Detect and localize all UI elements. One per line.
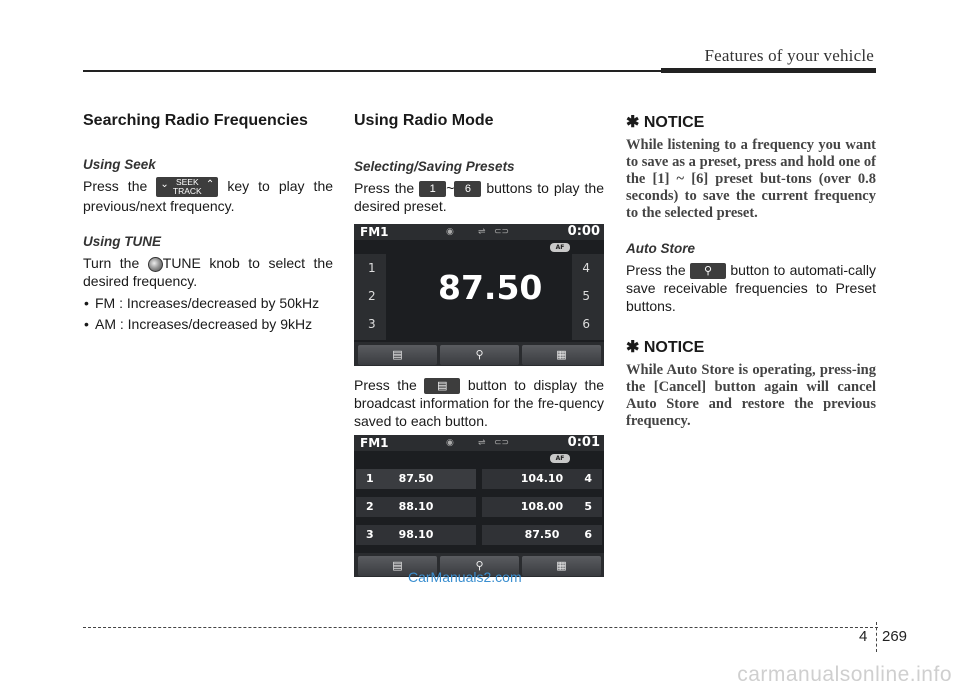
preset-button-6[interactable]: 6 — [582, 317, 590, 331]
radio-status-icon: ◉ — [446, 438, 454, 448]
auto-store-button[interactable]: ⚲ — [440, 556, 519, 576]
subheading-presets: Selecting/Saving Presets — [354, 159, 515, 174]
preset-6-key-icon: 6 — [454, 181, 481, 197]
current-frequency: 87.50 — [438, 268, 543, 307]
seek-paragraph: Press the ⌄ SEEK TRACK ⌃ key to play the previous/next frequency. — [83, 177, 334, 215]
column-3 — [626, 112, 876, 430]
auto-store-button[interactable]: ⚲ — [440, 345, 519, 365]
notice-heading: ✱ NOTICE — [626, 114, 705, 131]
menu-grid-button[interactable]: ▦ — [522, 556, 601, 576]
list-item: • FM : Increases/decreased by 50kHz — [83, 294, 333, 312]
seek-track-key-icon: ⌄ SEEK TRACK ⌃ — [156, 177, 218, 197]
info-paragraph: Press the ▤ button to display the broadcast information for the fre-quency saved to each button. — [354, 377, 605, 430]
notice-star-icon: ✱ — [626, 339, 640, 357]
auto-store-button-icon: ⚲ — [690, 263, 726, 279]
preset-row-4[interactable]: 104.10 4 — [482, 469, 602, 489]
usb-icon: ⇌ — [478, 227, 486, 237]
preset-button-2[interactable]: 2 — [368, 289, 376, 303]
preset-row-6[interactable]: 87.50 6 — [482, 525, 602, 545]
footer-watermark: carmanualsonline.info — [737, 663, 952, 686]
preset-button-5[interactable]: 5 — [582, 289, 590, 303]
band-label: FM1 — [360, 225, 389, 239]
page-header-title: Features of your vehicle — [704, 46, 874, 65]
subheading-seek: Using Seek — [83, 157, 156, 172]
radio-screen-preset-view — [354, 224, 604, 366]
footer-rule — [83, 627, 878, 628]
preset-button-1[interactable]: 1 — [368, 261, 376, 275]
preset-1-key-icon: 1 — [419, 181, 446, 197]
preset-row-5[interactable]: 108.00 5 — [482, 497, 602, 517]
chevron-down-icon: ⌄ — [160, 179, 169, 191]
column-2 — [354, 112, 604, 215]
info-list-button[interactable]: ▤ — [358, 556, 437, 576]
section-heading: Searching Radio Frequencies — [83, 112, 308, 129]
link-icon: ⊂⊃ — [494, 438, 510, 448]
section-heading: Using Radio Mode — [354, 112, 494, 129]
autostore-paragraph: Press the ⚲ button to automati-cally save receivable frequencies to Preset buttons. — [626, 262, 877, 315]
link-icon: ⊂⊃ — [494, 227, 510, 237]
column-1 — [83, 112, 333, 333]
watermark-link[interactable]: CarManuals2.com — [408, 569, 522, 585]
page-number: 269 — [882, 628, 908, 645]
radio-status-icon: ◉ — [446, 227, 454, 237]
tune-bullet-list — [83, 294, 333, 333]
preset-button-4[interactable]: 4 — [582, 261, 590, 275]
chapter-number: 4 — [859, 628, 868, 645]
preset-row-3[interactable]: 3 98.10 — [356, 525, 476, 545]
menu-grid-button[interactable]: ▦ — [522, 345, 601, 365]
chevron-up-icon: ⌃ — [205, 179, 215, 191]
notice-text: While listening to a frequency you want to save as a preset, press and hold one of the [1] ~ [6] preset but-tons (over 0.8 seconds) to save the current frequency to the selected preset. — [626, 137, 876, 221]
af-badge: AF — [550, 243, 570, 252]
clock: 0:01 — [567, 435, 600, 450]
subheading-autostore: Auto Store — [626, 241, 695, 256]
clock: 0:00 — [567, 224, 600, 239]
list-item: • AM : Increases/decreased by 9kHz — [83, 315, 333, 333]
preset-row-1[interactable]: 1 87.50 — [356, 469, 476, 489]
usb-icon: ⇌ — [478, 438, 486, 448]
info-list-button[interactable]: ▤ — [358, 345, 437, 365]
tune-knob-icon — [148, 257, 163, 272]
preset-button-3[interactable]: 3 — [368, 317, 376, 331]
footer-divider — [876, 622, 877, 652]
af-badge: AF — [550, 454, 570, 463]
notice-text: While Auto Store is operating, press-ing the [Cancel] button again will cancel Auto Store and restore the previous frequency. — [626, 362, 876, 430]
radio-screen-list-view — [354, 435, 604, 577]
header-rule — [83, 70, 661, 72]
subheading-tune: Using TUNE — [83, 234, 162, 250]
presets-paragraph: Press the 1 ~ 6 buttons to play the desired preset. — [354, 180, 604, 215]
info-button-icon: ▤ — [424, 378, 460, 394]
notice-heading: ✱ NOTICE — [626, 339, 705, 357]
band-label: FM1 — [360, 436, 389, 450]
notice-star-icon: ✱ — [626, 114, 640, 131]
header-bar — [661, 68, 876, 73]
tune-paragraph: Turn the TUNE knob to select the desired frequency. — [83, 255, 333, 290]
preset-row-2[interactable]: 2 88.10 — [356, 497, 476, 517]
column-2-lower — [354, 376, 604, 430]
